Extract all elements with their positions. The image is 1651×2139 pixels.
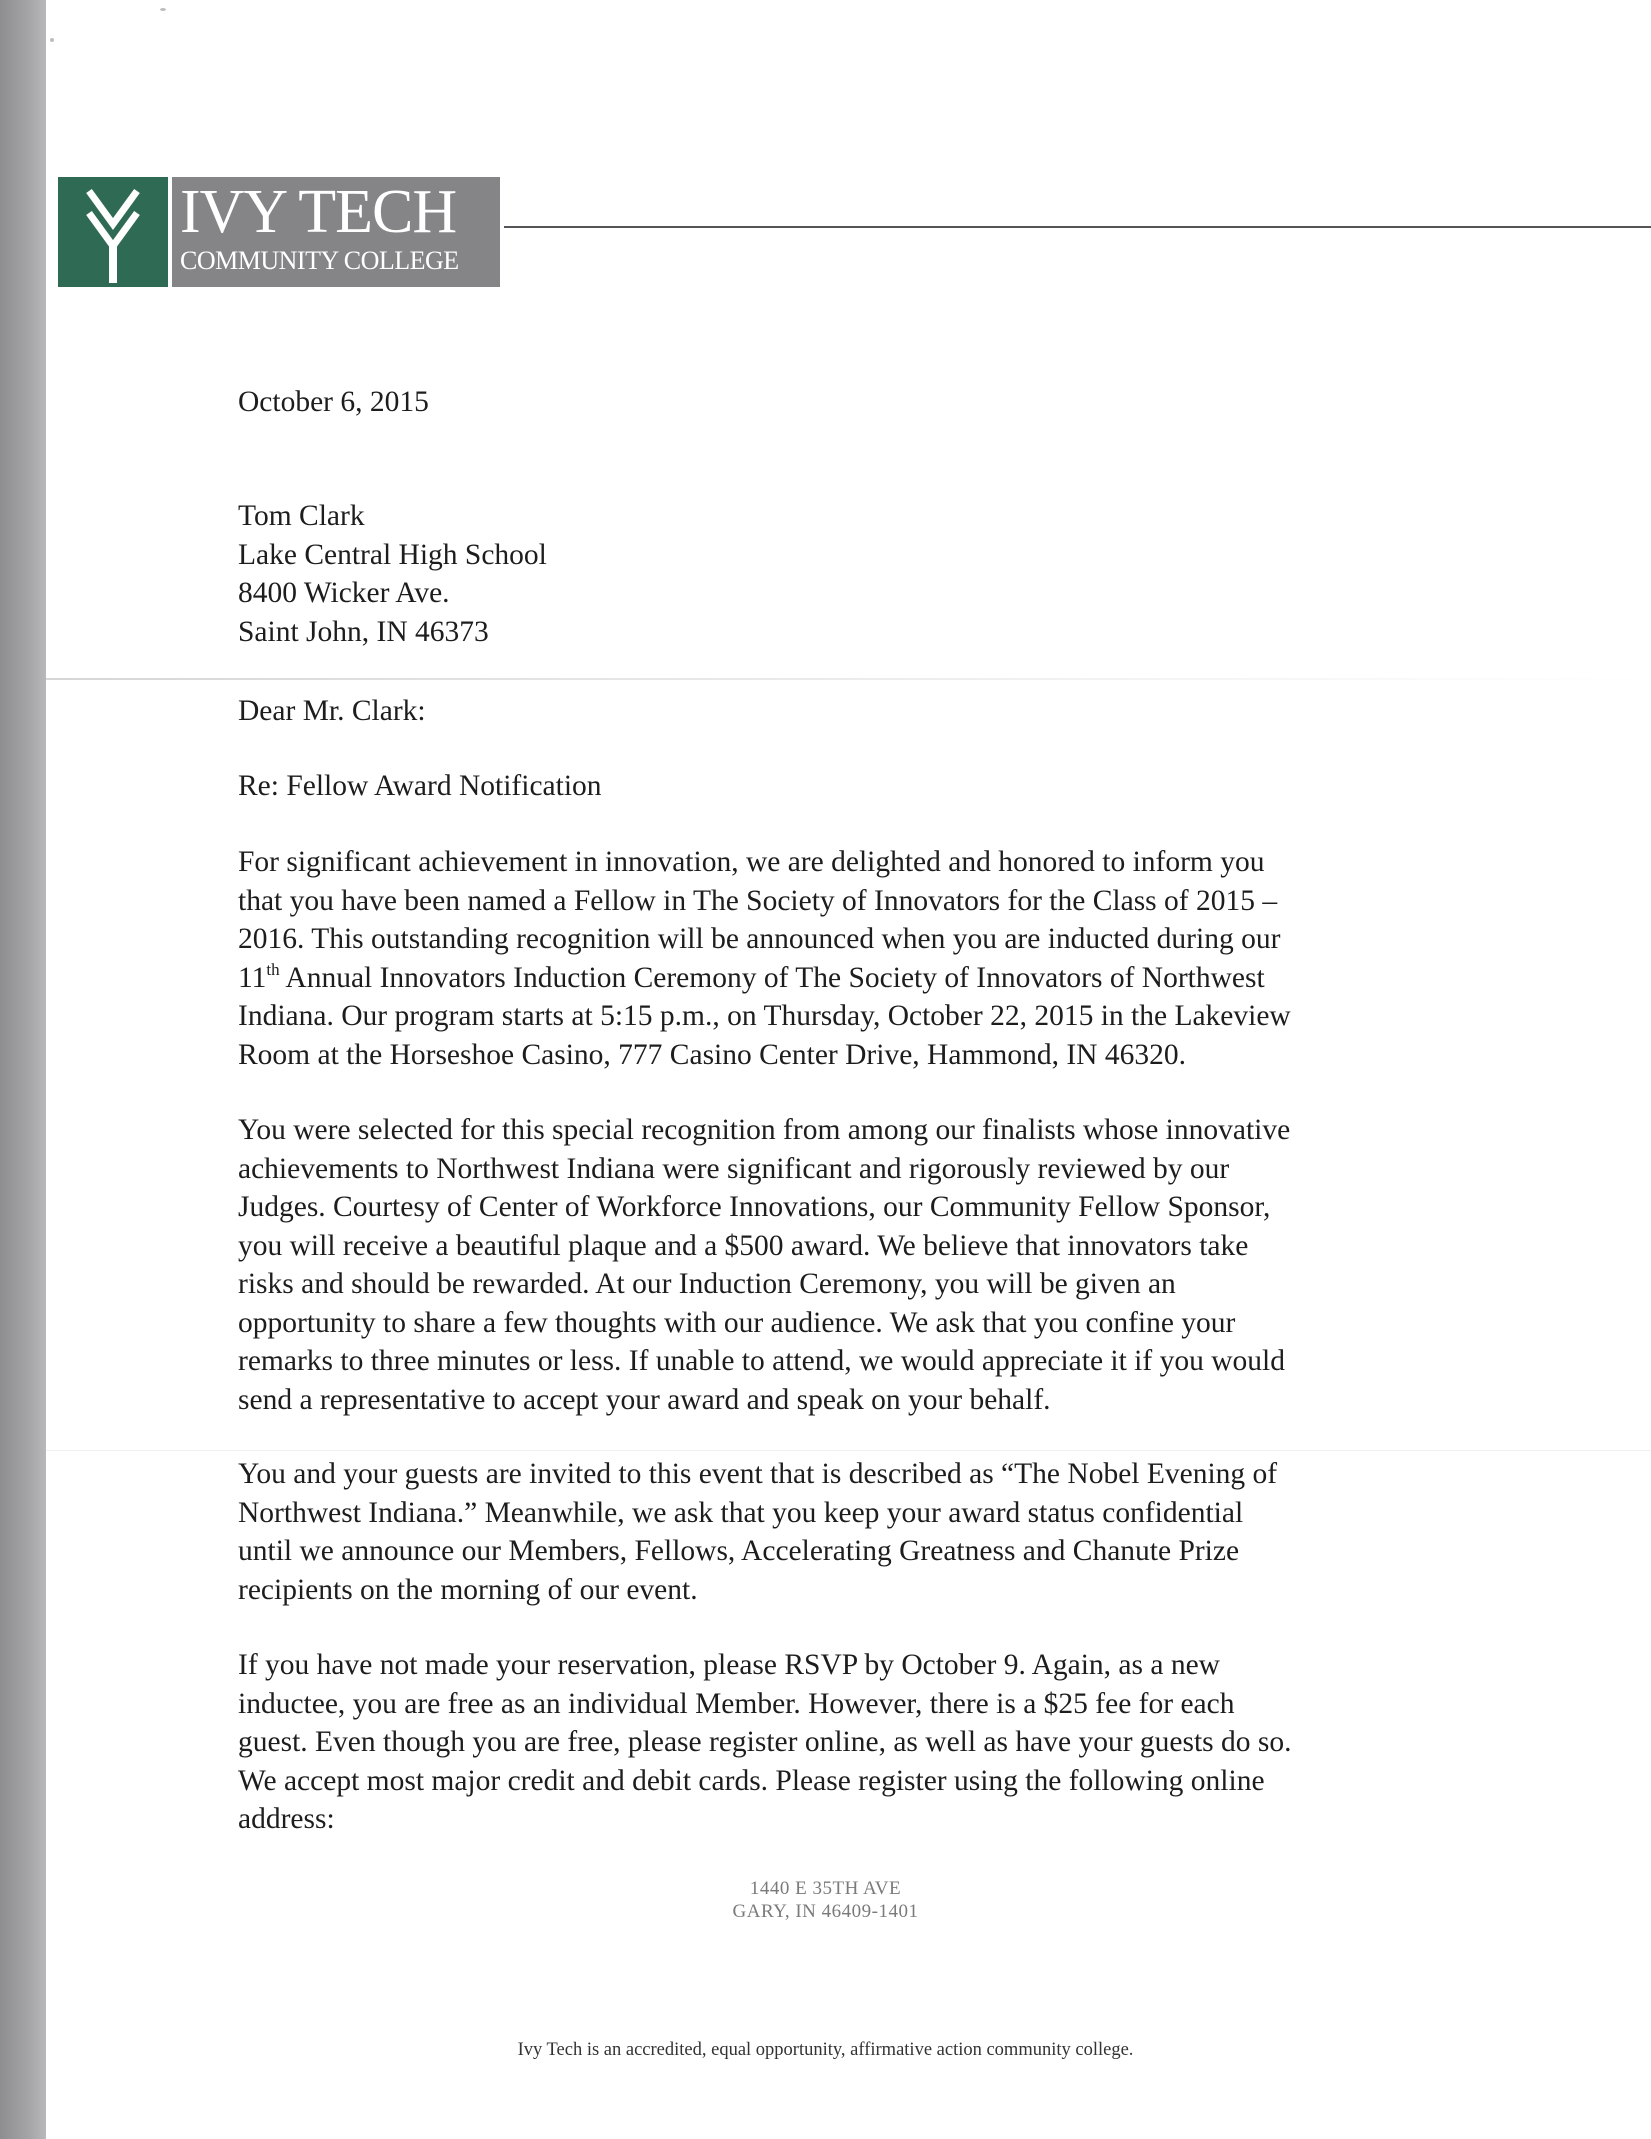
paragraph-line: Indiana. Our program starts at 5:15 p.m., on Thursday, October 22, 2015 in the Lakeview — [238, 1000, 1291, 1032]
recipient-address — [238, 497, 547, 651]
paragraph-line: risks and should be rewarded. At our Induction Ceremony, you will be given an — [238, 1268, 1176, 1300]
paragraph-line: address: — [238, 1803, 335, 1835]
paragraph-line: You and your guests are invited to this event that is described as “The Nobel Evening of — [238, 1458, 1278, 1490]
paper-fold-line-faint — [46, 1450, 1651, 1451]
recipient-school: Lake Central High School — [238, 538, 547, 571]
ceremony-number: 11 — [238, 961, 267, 994]
salutation: Dear Mr. Clark: — [238, 695, 426, 727]
recipient-city: Saint John, IN 46373 — [238, 615, 489, 648]
paragraph-line: remarks to three minutes or less. If unable to attend, we would appreciate it if you would — [238, 1345, 1285, 1377]
paragraph-line: For significant achievement in innovation, we are delighted and honored to inform you — [238, 846, 1265, 878]
paragraph-line: Judges. Courtesy of Center of Workforce Innovations, our Community Fellow Sponsor, — [238, 1191, 1271, 1223]
paragraph-line: Northwest Indiana.” Meanwhile, we ask that you keep your award status confidential — [238, 1496, 1244, 1529]
paragraph-line: achievements to Northwest Indiana were significant and rigorously reviewed by our — [238, 1152, 1230, 1185]
recipient-street: 8400 Wicker Ave. — [238, 577, 450, 609]
paragraph-invitation — [238, 1455, 1277, 1609]
paragraph-line: inductee, you are free as an individual Member. However, there is a $25 fee for each — [238, 1687, 1235, 1720]
footer-address-city: GARY, IN 46409-1401 — [732, 1901, 919, 1922]
paragraph-line: If you have not made your reservation, please RSVP by October 9. Again, as a new — [238, 1649, 1220, 1681]
paragraph-line: that you have been named a Fellow in The Society of Innovators for the Class of 2015 – — [238, 884, 1278, 917]
logo-wordmark — [172, 177, 500, 287]
paragraph-line: recipients on the morning of our event. — [238, 1573, 698, 1606]
header-rule — [504, 226, 1651, 228]
recipient-name: Tom Clark — [238, 500, 365, 532]
paragraph-line: Room at the Horseshoe Casino, 777 Casino Center Drive, Hammond, IN 46320. — [238, 1038, 1186, 1071]
logo-name: IVY TECH — [180, 178, 457, 246]
paragraph-rsvp — [238, 1646, 1292, 1839]
paragraph-line: you will receive a beautiful plaque and a $500 award. We believe that innovators take — [238, 1229, 1249, 1262]
paragraph-line: 2016. This outstanding recognition will be announced when you are inducted during our — [238, 923, 1281, 955]
paragraph-line: send a representative to accept your award and speak on your behalf. — [238, 1383, 1051, 1416]
paragraph-line: We accept most major credit and debit cards. Please register using the following online — [238, 1764, 1265, 1797]
paragraph-line — [238, 959, 1291, 998]
letter-date: October 6, 2015 — [238, 386, 429, 418]
ivy-tech-logo — [58, 177, 500, 287]
paragraph-line: guest. Even though you are free, please register online, as well as have your guests do so. — [238, 1726, 1292, 1758]
paper-fold-line — [46, 678, 1651, 680]
ivy-leaf-logo-icon — [58, 177, 168, 287]
paragraph-line: You were selected for this special recognition from among our finalists whose innovative — [238, 1114, 1291, 1146]
footer-disclaimer: Ivy Tech is an accredited, equal opportunity, affirmative action community college. — [517, 2040, 1134, 2060]
paragraph-selection — [238, 1111, 1290, 1419]
subject-line: Re: Fellow Award Notification — [238, 770, 602, 802]
paragraph-line: opportunity to share a few thoughts with our audience. We ask that you confine your — [238, 1306, 1236, 1339]
scan-speck — [160, 8, 166, 11]
paragraph-line: until we announce our Members, Fellows, Accelerating Greatness and Chanute Prize — [238, 1535, 1240, 1567]
footer-address-street: 1440 E 35TH AVE — [749, 1878, 902, 1899]
scan-speck — [50, 38, 54, 42]
ceremony-text: Annual Innovators Induction Ceremony of The Society of Innovators of Northwest — [279, 961, 1265, 994]
logo-subtitle: COMMUNITY COLLEGE — [180, 246, 459, 275]
footer-address — [0, 1877, 1651, 1923]
paragraph-notification — [238, 843, 1291, 1074]
ordinal-suffix: th — [266, 959, 280, 979]
scan-edge-shadow — [0, 0, 46, 2139]
